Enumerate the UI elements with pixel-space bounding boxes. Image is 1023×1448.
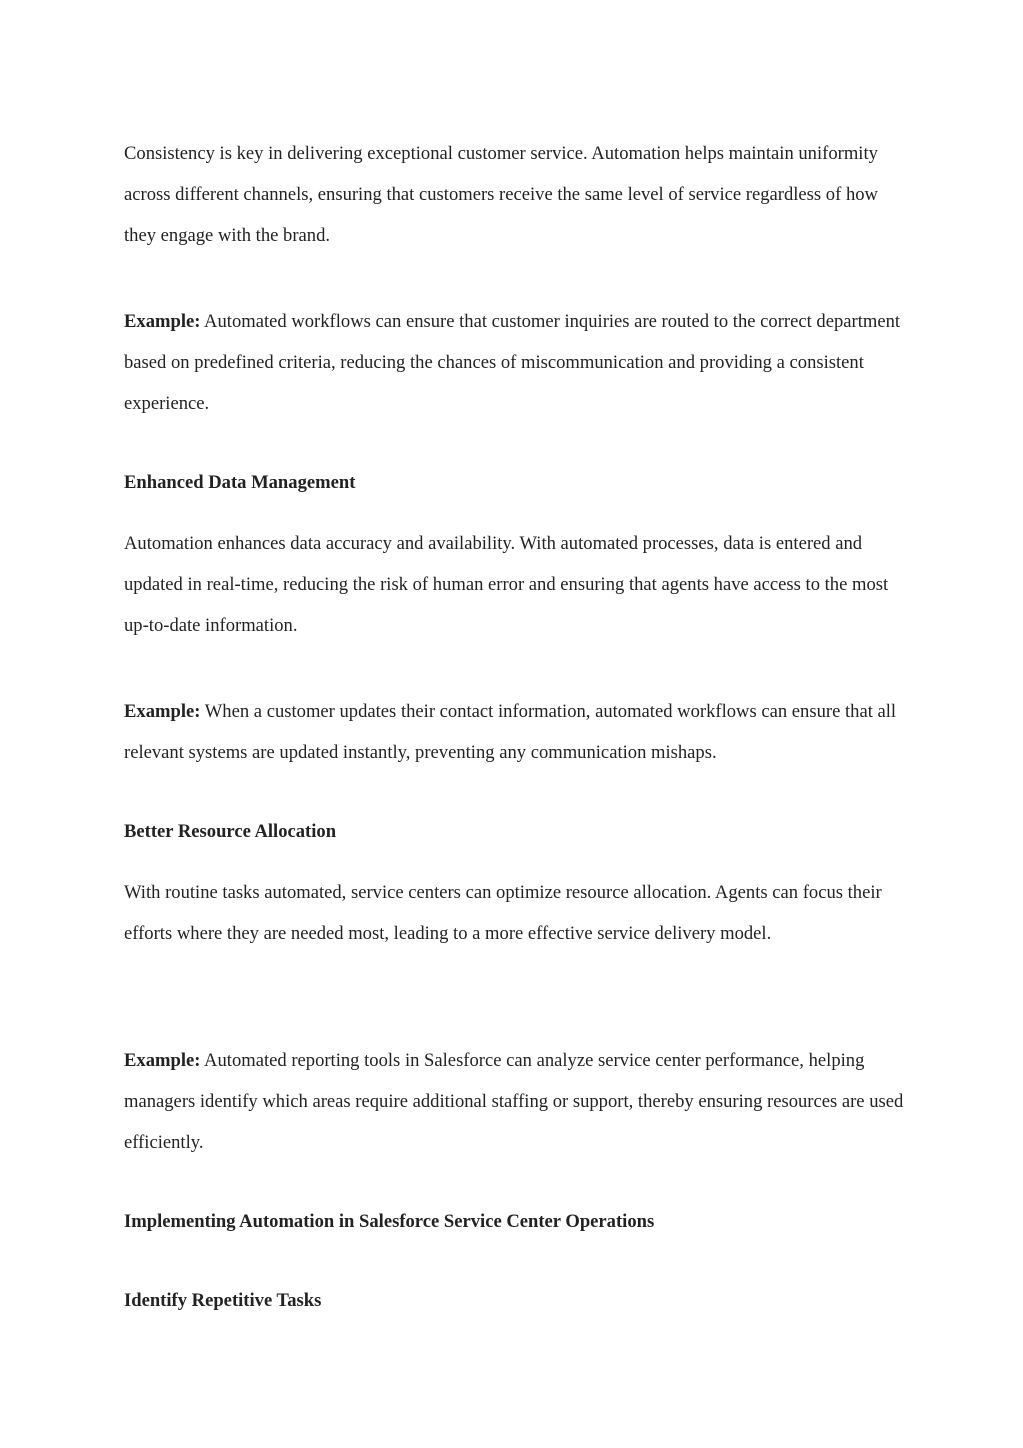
example-paragraph: [124, 691, 904, 773]
example-text: Automated reporting tools in Salesforce can analyze service center performance, helping managers identify which areas require additional staffing or support, thereby ensuring resources are used efficiently.: [124, 1050, 904, 1154]
example-text: When a customer updates their contact information, automated workflows can ensure that all relevant systems are updated instantly, preventing any communication mishaps.: [124, 701, 897, 764]
section-heading-identify-tasks: Identify Repetitive Tasks: [124, 1290, 322, 1311]
intro-paragraph: Consistency is key in delivering exceptional customer service. Automation helps maintain uniformity across different channels, ensuring that customers receive the same level of service regardless of how they engage with the brand.: [124, 143, 878, 247]
example-text: Automated workflows can ensure that customer inquiries are routed to the correct department based on predefined criteria, reducing the chances of miscommunication and providing a consistent experience.: [124, 311, 901, 415]
example-label: Example:: [124, 701, 201, 722]
data-management-paragraph: Automation enhances data accuracy and availability. With automated processes, data is entered and updated in real-time, reducing the risk of human error and ensuring that agents have access to the most up-to-date information.: [124, 533, 889, 637]
section-heading-implementing: Implementing Automation in Salesforce Service Center Operations: [124, 1211, 655, 1232]
example-paragraph: [124, 1040, 904, 1164]
example-label: Example:: [124, 1050, 201, 1071]
resource-allocation-paragraph: With routine tasks automated, service centers can optimize resource allocation. Agents can focus their efforts where they are needed most, leading to a more effective service delivery model.: [124, 882, 882, 945]
example-label: Example:: [124, 311, 201, 332]
section-heading-resource-allocation: Better Resource Allocation: [124, 821, 337, 842]
example-paragraph: [124, 301, 904, 425]
section-heading-data-management: Enhanced Data Management: [124, 472, 356, 493]
